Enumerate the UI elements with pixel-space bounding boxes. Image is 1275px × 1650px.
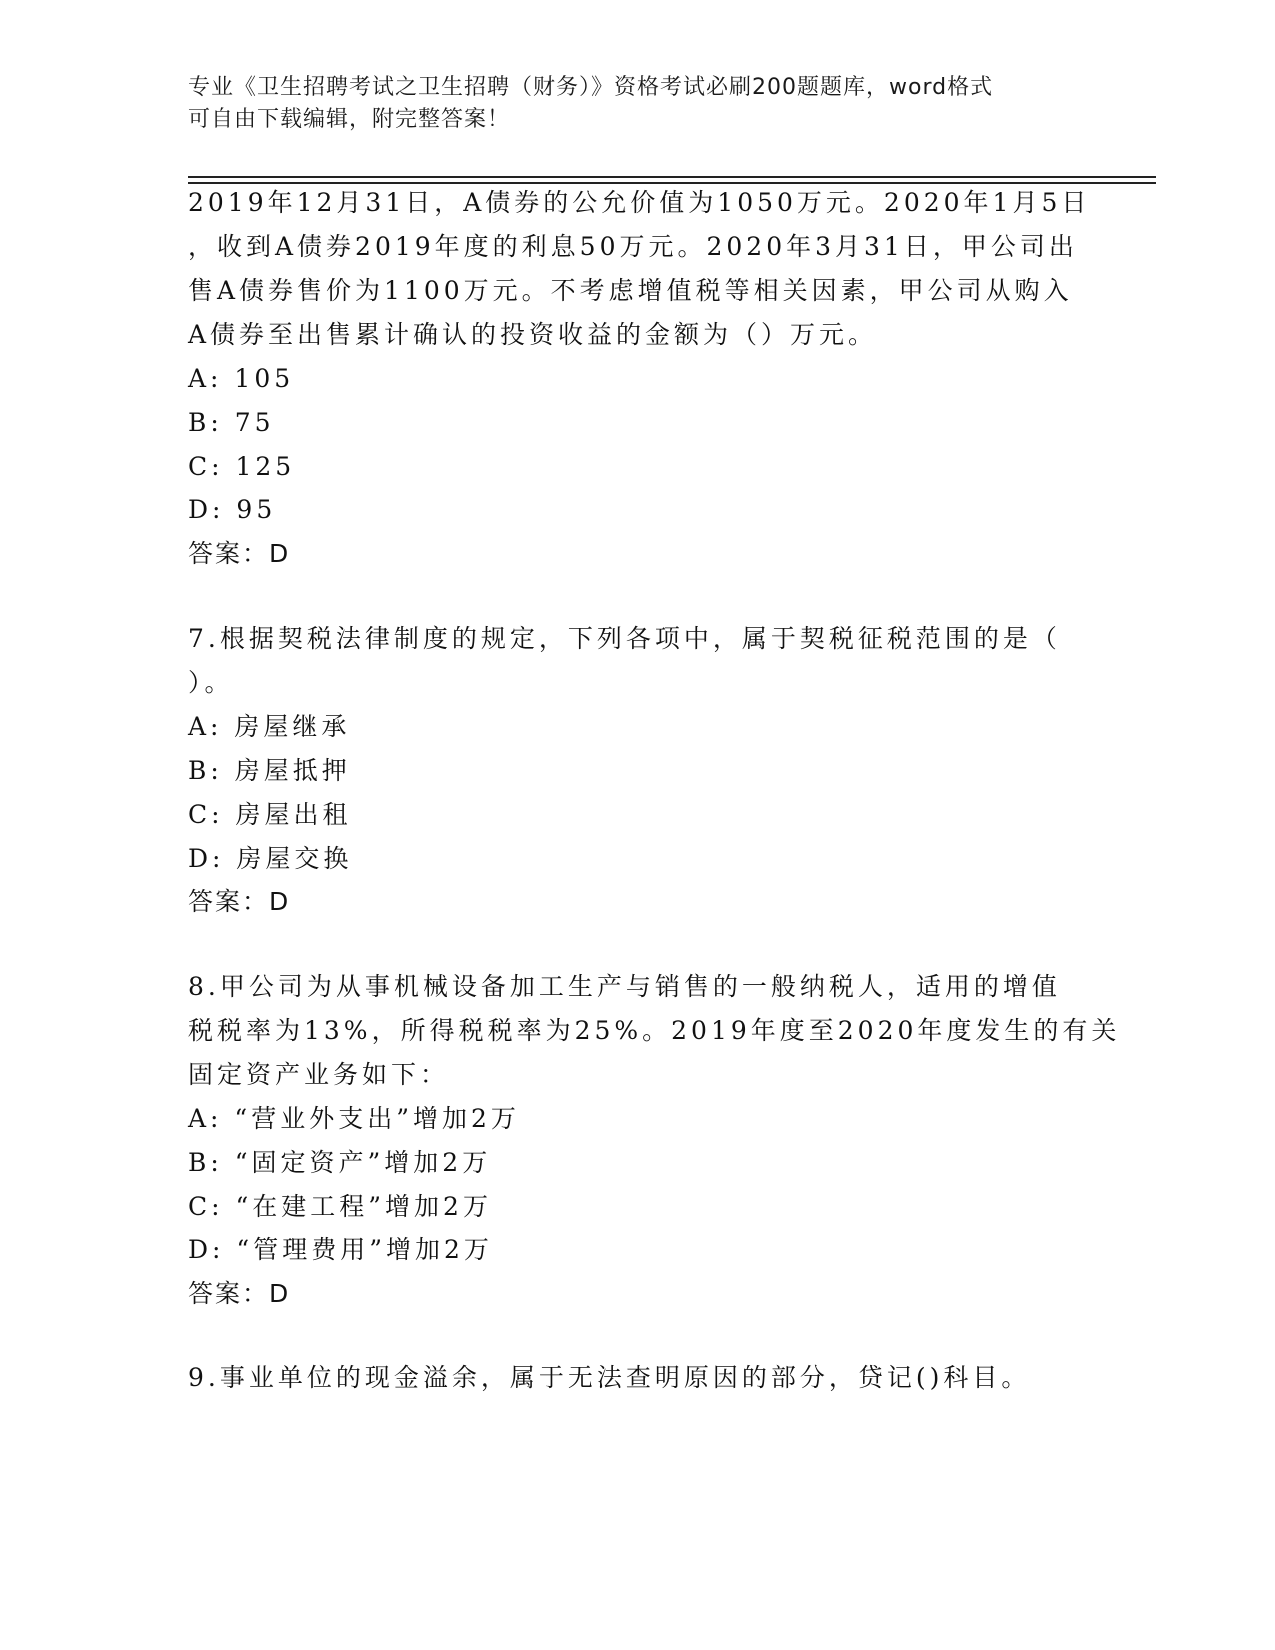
header-title-line-1: 专业《卫生招聘考试之卫生招聘（财务）》资格考试必刷200题题库，word格式	[188, 75, 994, 100]
question-stem-line: 8.甲公司为从事机械设备加工生产与销售的一般纳税人，适用的增值	[188, 972, 1061, 1001]
question-stem-line: ，收到A债券2019年度的利息50万元。2020年3月31日，甲公司出	[188, 232, 1078, 261]
option-c: C: “在建工程”增加2万	[188, 1192, 492, 1221]
option-a: A: “营业外支出”增加2万	[188, 1104, 520, 1133]
question-stem-line: ）。	[188, 668, 234, 697]
question-stem-line: 9.事业单位的现金溢余，属于无法查明原因的部分，贷记()科目。	[188, 1363, 1031, 1392]
document-header	[188, 72, 1088, 136]
question-stem-line: 税税率为13%，所得税税率为25%。2019年度至2020年度发生的有关	[188, 1016, 1121, 1045]
question-stem-line: 7.根据契税法律制度的规定，下列各项中，属于契税征税范围的是（	[188, 624, 1061, 653]
question-stem-line: 固定资产业务如下：	[188, 1060, 450, 1089]
option-b: B: 75	[188, 408, 275, 437]
answer-line: 答案：D	[188, 1279, 291, 1308]
option-c: C: 125	[188, 452, 296, 481]
question-stem-line: 售A债券售价为1100万元。不考虑增值税等相关因素，甲公司从购入	[188, 276, 1073, 305]
option-b: B: 房屋抵押	[188, 756, 351, 785]
option-d: D: 房屋交换	[188, 844, 353, 873]
option-b: B: “固定资产”增加2万	[188, 1148, 492, 1177]
option-a: A: 105	[188, 364, 295, 393]
question-stem-line: 2019年12月31日，A债券的公允价值为1050万元。2020年1月5日	[188, 188, 1091, 217]
answer-line: 答案：D	[188, 539, 291, 568]
header-divider-top	[188, 176, 1156, 178]
header-title-line-2: 可自由下载编辑，附完整答案！	[188, 107, 511, 132]
answer-line: 答案：D	[188, 887, 291, 916]
option-a: A: 房屋继承	[188, 712, 351, 741]
option-d: D: “管理费用”增加2万	[188, 1235, 493, 1264]
option-c: C: 房屋出租	[188, 800, 352, 829]
question-stem-line: A债券至出售累计确认的投资收益的金额为（）万元。	[188, 320, 878, 349]
option-d: D: 95	[188, 495, 277, 524]
